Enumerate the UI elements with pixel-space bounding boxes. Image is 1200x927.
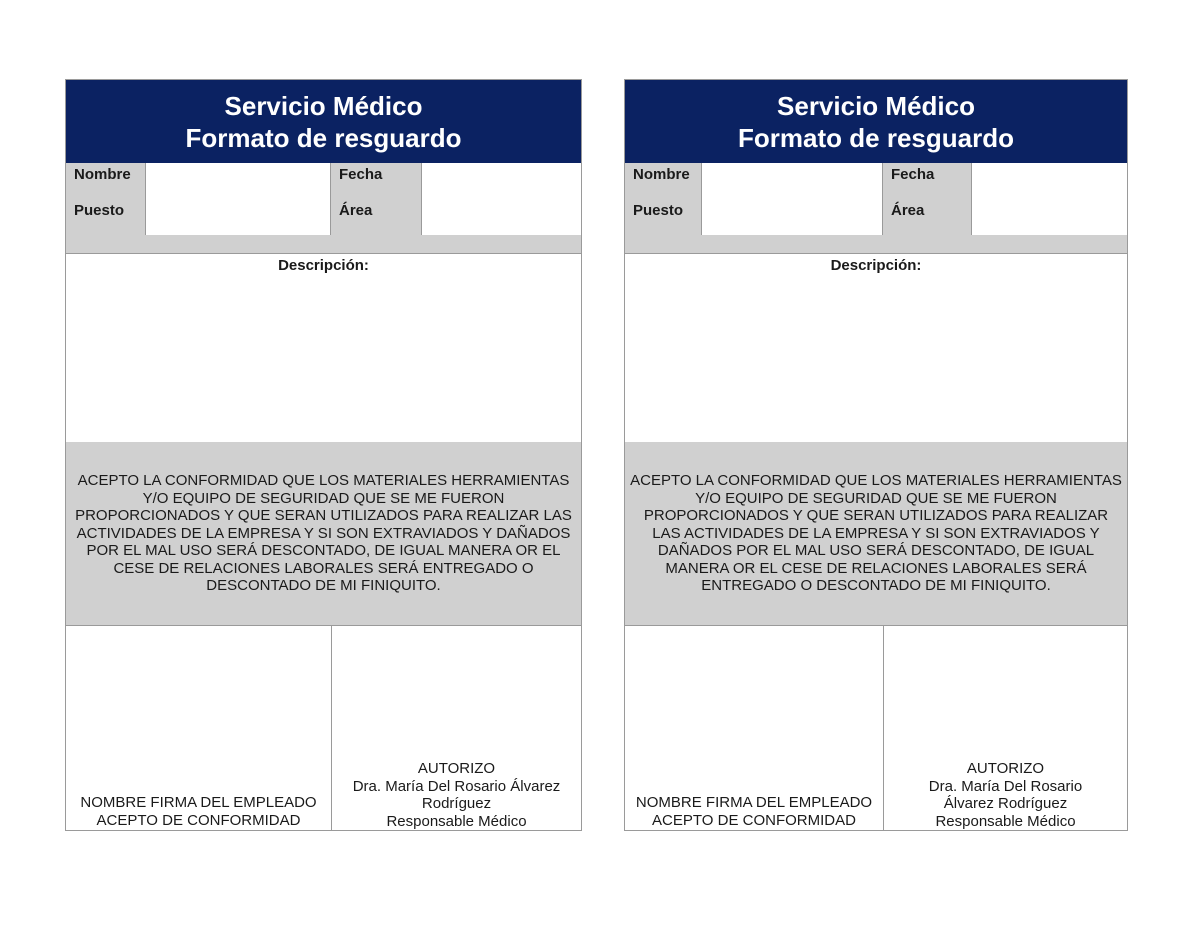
form-header bbox=[66, 80, 581, 163]
employee-signature-line2: ACEPTO DE CONFORMIDAD bbox=[96, 811, 301, 829]
authorization-title: AUTORIZO bbox=[966, 760, 1045, 777]
form-title: Servicio Médico bbox=[224, 91, 423, 121]
nombre-label: Nombre bbox=[625, 163, 701, 199]
description-label: Descripción: bbox=[278, 257, 369, 274]
row-nombre-fecha bbox=[625, 163, 1127, 200]
authorization-block[interactable] bbox=[883, 626, 1127, 830]
employee-signature-line2: ACEPTO DE CONFORMIDAD bbox=[652, 811, 856, 829]
authorization-title: AUTORIZO bbox=[417, 760, 496, 777]
form-title: Servicio Médico bbox=[777, 91, 975, 121]
puesto-label: Puesto bbox=[625, 199, 701, 235]
acceptance-statement bbox=[66, 442, 581, 626]
authorization-name: Dra. María Del Rosario Álvarez Rodríguez bbox=[928, 777, 1083, 813]
employee-signature-line1: NOMBRE FIRMA DEL EMPLEADO bbox=[635, 794, 873, 811]
acceptance-statement bbox=[625, 442, 1127, 626]
resguardo-form-right bbox=[624, 79, 1128, 831]
row-puesto-area bbox=[66, 199, 581, 236]
form-header bbox=[625, 80, 1127, 163]
form-subtitle: Formato de resguardo bbox=[738, 123, 1014, 153]
separator-band bbox=[66, 235, 581, 254]
fecha-field[interactable] bbox=[971, 163, 1127, 199]
nombre-field[interactable] bbox=[701, 163, 883, 199]
employee-signature-block[interactable] bbox=[66, 626, 331, 830]
row-nombre-fecha bbox=[66, 163, 581, 200]
authorization-role: Responsable Médico bbox=[386, 812, 527, 830]
acceptance-text: ACEPTO LA CONFORMIDAD QUE LOS MATERIALES HERRAMIENTAS Y/O EQUIPO DE SEGURIDAD QUE SE ME FUERON PROPORCIONADOS Y QUE SERAN UTILIZADOS PARA REALIZAR LAS ACTIVIDADES DE LA EMPRESA Y SI SON EXTRAVIADOS Y DAÑADOS POR EL MAL USO SERÁ DESCONTADO, DE IGUAL MANERA OR EL CESE DE RELACIONES LABORALES SERÁ ENTREGADO O DESCONTADO DE MI FINIQUITO. bbox=[630, 471, 1122, 595]
description-label: Descripción: bbox=[830, 257, 922, 274]
employee-signature-block[interactable] bbox=[625, 626, 883, 830]
puesto-label: Puesto bbox=[66, 199, 145, 235]
area-label: Área bbox=[331, 199, 421, 235]
authorization-block[interactable] bbox=[331, 626, 581, 830]
separator-band bbox=[625, 235, 1127, 254]
description-area[interactable] bbox=[66, 254, 581, 442]
resguardo-form-left bbox=[65, 79, 582, 831]
area-label: Área bbox=[883, 199, 971, 235]
puesto-field[interactable] bbox=[701, 199, 883, 235]
acceptance-text: ACEPTO LA CONFORMIDAD QUE LOS MATERIALES HERRAMIENTAS Y/O EQUIPO DE SEGURIDAD QUE SE ME FUERON PROPORCIONADOS Y QUE SERAN UTILIZADOS PARA REALIZAR LAS ACTIVIDADES DE LA EMPRESA Y SI SON EXTRAVIADOS Y DAÑADOS POR EL MAL USO SERÁ DESCONTADO, DE IGUAL MANERA OR EL CESE DE RELACIONES LABORALES SERÁ ENTREGADO O DESCONTADO DE MI FINIQUITO. bbox=[75, 471, 572, 595]
authorization-role: Responsable Médico bbox=[935, 812, 1076, 830]
fecha-label: Fecha bbox=[331, 163, 421, 199]
signature-section bbox=[66, 626, 581, 830]
row-puesto-area bbox=[625, 199, 1127, 236]
employee-signature-line1: NOMBRE FIRMA DEL EMPLEADO bbox=[80, 794, 317, 811]
form-subtitle: Formato de resguardo bbox=[185, 123, 462, 153]
puesto-field[interactable] bbox=[145, 199, 331, 235]
nombre-label: Nombre bbox=[66, 163, 145, 199]
authorization-name: Dra. María Del Rosario Álvarez Rodríguez bbox=[352, 777, 561, 813]
fecha-field[interactable] bbox=[421, 163, 581, 199]
area-field[interactable] bbox=[421, 199, 581, 235]
nombre-field[interactable] bbox=[145, 163, 331, 199]
signature-section bbox=[625, 626, 1127, 830]
description-area[interactable] bbox=[625, 254, 1127, 442]
area-field[interactable] bbox=[971, 199, 1127, 235]
fecha-label: Fecha bbox=[883, 163, 971, 199]
